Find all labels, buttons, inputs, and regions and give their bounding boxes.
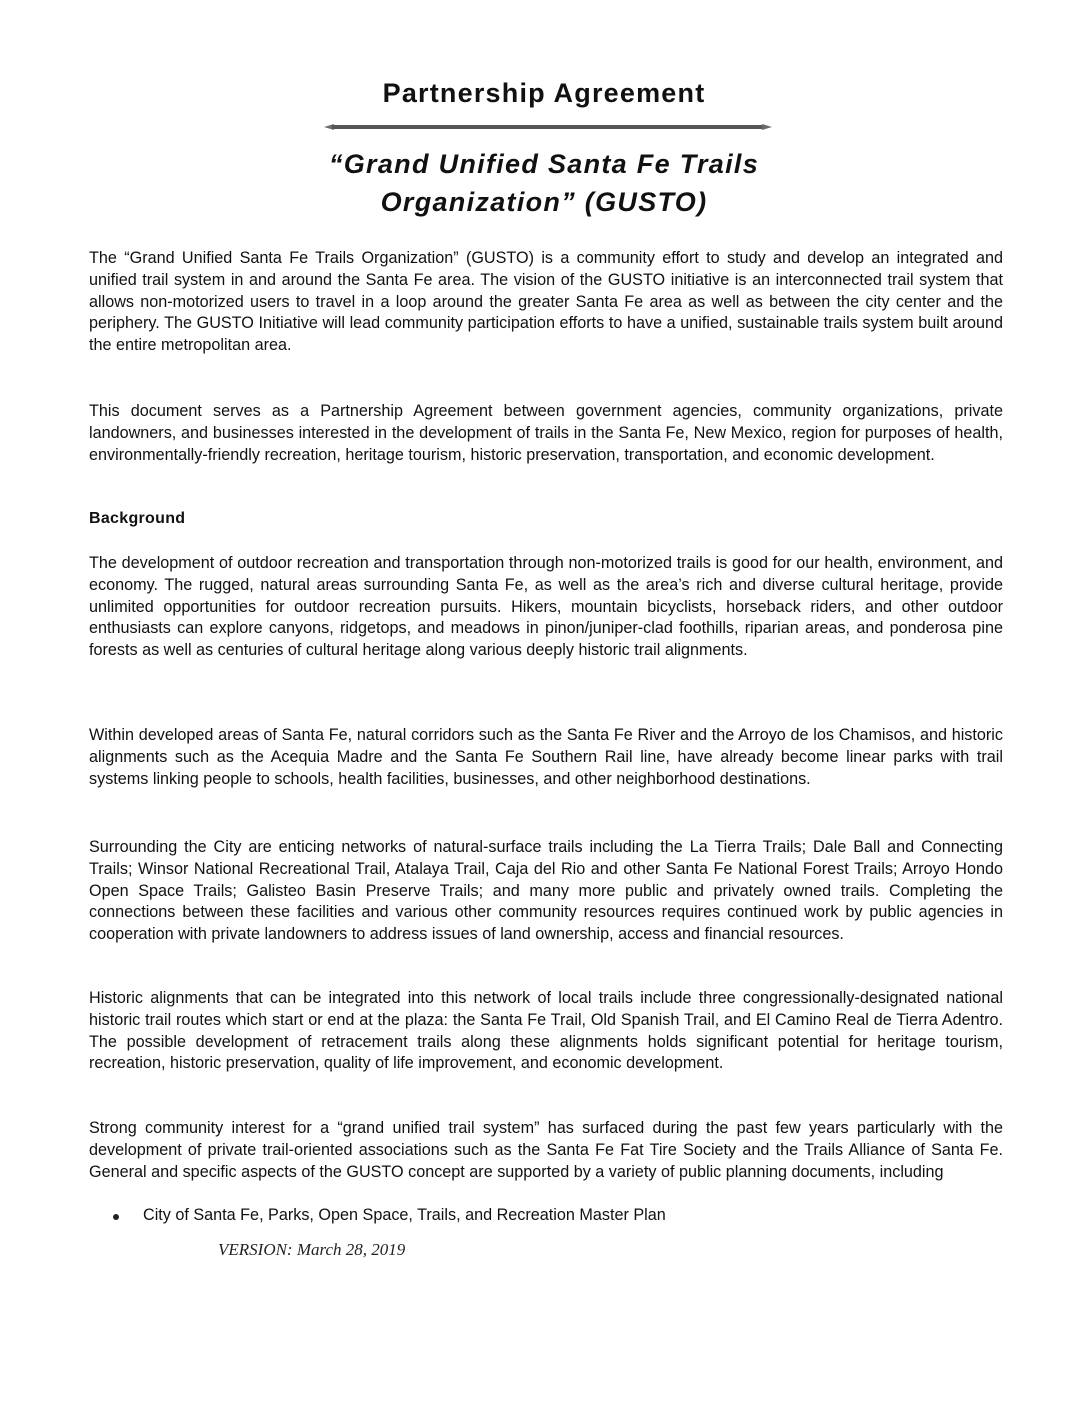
background-paragraph-3: Surrounding the City are enticing networks of natural-surface trails including the La Tierra Trails; Dale Ball and Connecting Trails; Winsor National Recreational Trail, Atalaya Trail, Caja del Rio and other Santa Fe National Forest Trails; Arroyo Hondo Open Space Trails; Galisteo Basin Preserve Trails; and many more public and privately owned trails. Completing the connections between these facilities and various other community resources requires continued work by public agencies in cooperation with private landowners to address issues of land ownership, access and financial resources. bbox=[89, 838, 1003, 944]
purpose-paragraph: This document serves as a Partnership Agreement between government agencies, community organizations, private landowners, and businesses interested in the development of trails in the Santa Fe, New Mexico, region for purposes of health, environmentally-friendly recreation, heritage tourism, historic preservation, transportation, and economic development. bbox=[89, 402, 1003, 464]
intro-paragraph: The “Grand Unified Santa Fe Trails Organization” (GUSTO) is a community effort to study and develop an integrated and unified trail system in and around the Santa Fe area. The vision of the GUSTO initiative is an interconnected trail system that allows non-motorized users to travel in a loop around the greater Santa Fe area as well as between the city center and the periphery. The GUSTO Initiative will lead community participation efforts to have a unified, sustainable trails system built around the entire metropolitan area. bbox=[89, 249, 1003, 355]
background-paragraph-2: Within developed areas of Santa Fe, natural corridors such as the Santa Fe River and the Arroyo de los Chamisos, and historic alignments such as the Acequia Madre and the Santa Fe Southern Rail line, have already become linear parks with trail systems linking people to schools, health facilities, businesses, and other neighborhood destinations. bbox=[89, 726, 1003, 788]
divider-bar bbox=[332, 125, 764, 129]
background-paragraph-4: Historic alignments that can be integrated into this network of local trails include three congressionally-designated national historic trail routes which start or end at the plaza: the Santa Fe Trail, Old Spanish Trail, and El Camino Real de Tierra Adentro. The possible development of retracement trails along these alignments holds significant potential for heritage tourism, recreation, historic preservation, quality of life improvement, and economic development. bbox=[89, 989, 1003, 1073]
list-item-text: City of Santa Fe, Parks, Open Space, Trails, and Recreation Master Plan bbox=[143, 1206, 666, 1224]
list-item bbox=[89, 1205, 1003, 1227]
divider-right-arrow-icon bbox=[762, 124, 772, 130]
subtitle-line-1: “Grand Unified Santa Fe Trails bbox=[328, 149, 760, 179]
title-divider bbox=[324, 124, 772, 130]
background-paragraph-1: The development of outdoor recreation and transportation through non-motorized trails is good for our health, environment, and economy. The rugged, natural areas surrounding Santa Fe, as well as the area’s rich and diverse cultural heritage, provide unlimited opportunities for outdoor recreation pursuits. Hikers, mountain bicyclists, horseback riders, and other outdoor enthusiasts can explore canyons, ridgetops, and meadows in pinon/juniper-clad foothills, riparian areas, and ponderosa pine forests as well as centuries of cultural heritage along various deeply historic trail alignments. bbox=[89, 554, 1003, 660]
background-heading: Background bbox=[89, 510, 186, 527]
bullet-icon bbox=[113, 1214, 119, 1220]
subtitle-line-2: Organization” (GUSTO) bbox=[380, 187, 708, 217]
version-footer: VERSION: March 28, 2019 bbox=[218, 1240, 406, 1259]
document-title: Partnership Agreement bbox=[382, 78, 706, 108]
planning-documents-list bbox=[89, 1205, 1003, 1227]
document-subtitle bbox=[0, 145, 1088, 221]
background-paragraph-5: Strong community interest for a “grand unified trail system” has surfaced during the past few years particularly with the development of private trail-oriented associations such as the Santa Fe Fat Tire Society and the Trails Alliance of Santa Fe. General and specific aspects of the GUSTO concept are supported by a variety of public planning documents, including bbox=[89, 1119, 1003, 1181]
